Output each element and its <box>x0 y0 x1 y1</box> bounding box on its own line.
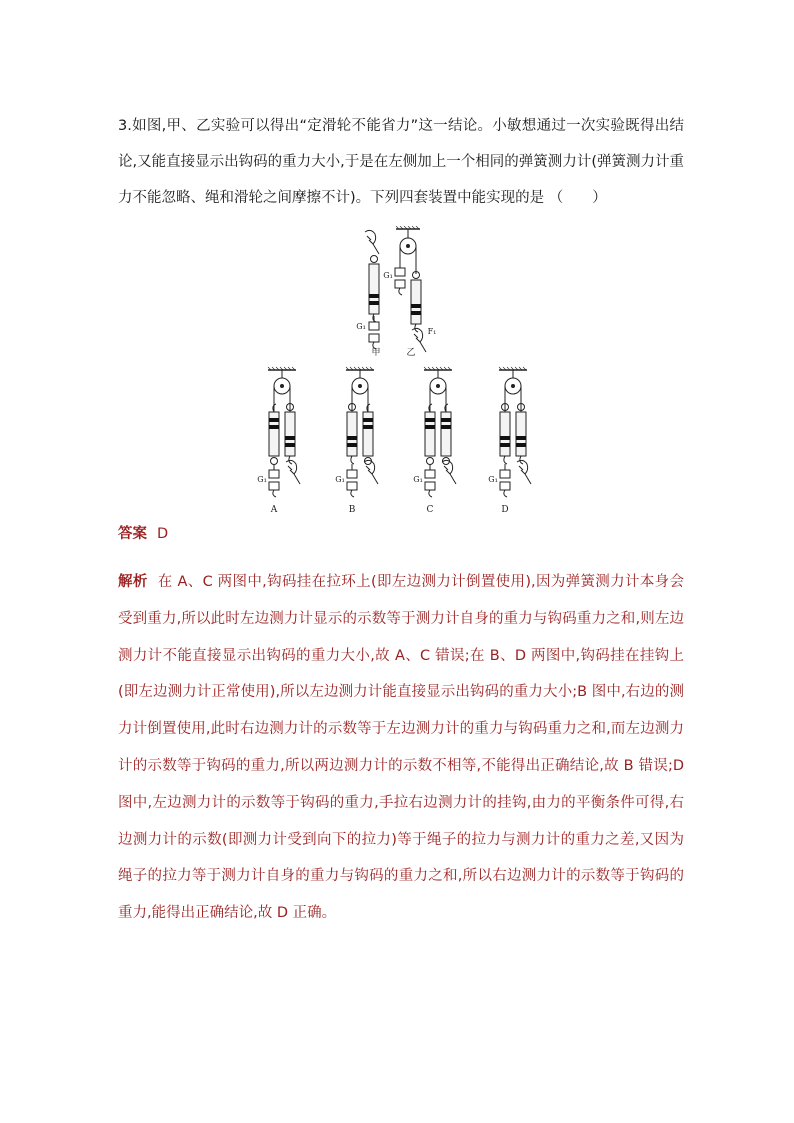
option-a-left-scale-band <box>269 425 279 429</box>
spring-scale-yi-band <box>411 311 421 315</box>
option-d-left-scale-band <box>500 436 510 440</box>
option-b-weight <box>347 470 357 478</box>
spring-scale-jia <box>369 264 379 314</box>
apparatus-figure <box>256 226 556 516</box>
option-a-left-scale-band <box>269 418 279 422</box>
weight-yi-hook <box>399 288 402 295</box>
option-d-left-scale-hook <box>504 456 507 464</box>
option-c-right-scale-band <box>441 418 451 422</box>
hand-icon <box>365 230 379 254</box>
option-d-weight <box>500 482 510 490</box>
explanation-text: 在 A、C 两图中,钩码挂在拉环上(即左边测力计倒置使用),因为弹簧测力计本身会受到重力,所以此时左边测力计显示的示数等于测力计自身的重力与钩码重力之和,则左边测力计不能直接显示出钩码的重力大小,故 A、C 错误;在 B、D 两图中,钩码挂在挂钩上(即左边测力计正常使用),所以左边测力计能直接显示出钩码的重力大小;B 图中,右边的测力计倒置使用,此时右边测力计的示数等于左边测力计的重力与钩码重力之和,而左边测力计的示数等于钩码的重力,所以两边测力计的示数不相等,不能得出正确结论,故 B 错误;D 图中,左边测力计的示数等于钩码的重力,手拉右边测力计的挂钩,由力的平衡条件可得,右边测力计的示数(即测力计受到向下的拉力)等于绳子的拉力与测力计的重力之差,又因为绳子的拉力等于测力计自身的重力与钩码的重力之和,所以右边测力计的示数等于钩码的重力,能得出正确结论,故 D 正确。 <box>118 574 685 922</box>
spring-scale-yi-band <box>411 304 421 308</box>
option-a-weight <box>269 470 279 478</box>
option-b-weight <box>347 482 357 490</box>
weight-yi <box>395 268 405 276</box>
option-b-label-g1: G₁ <box>335 475 345 484</box>
option-b-left-scale <box>347 412 357 456</box>
option-b-right-scale-band <box>363 425 373 429</box>
spring-scale-jia-band <box>369 294 379 298</box>
option-c-left-scale-band <box>425 425 435 429</box>
spring-scale-jia-band <box>369 301 379 305</box>
answer-label: 答案 <box>118 526 147 542</box>
hand-icon <box>286 460 300 484</box>
option-a-weight <box>269 482 279 490</box>
answer-value: D <box>157 526 169 542</box>
option-b-left-scale-band <box>347 436 357 440</box>
explanation-block <box>118 564 684 932</box>
option-b-left-scale-band <box>347 443 357 447</box>
option-d-left-scale <box>500 412 510 456</box>
pulley-diagrams <box>256 226 556 516</box>
explanation-label: 解析 <box>118 574 148 590</box>
option-a-pulley-axle <box>280 384 284 388</box>
label-jia: 甲 <box>371 348 381 358</box>
option-d-weight <box>500 470 510 478</box>
option-b-weight-hook <box>351 490 354 497</box>
option-a-right-scale <box>285 412 295 456</box>
option-c-label-g1: G₁ <box>413 475 423 484</box>
option-d-right-scale <box>516 412 526 456</box>
option-d-label: D <box>501 505 509 515</box>
option-c-left-scale-band <box>425 418 435 422</box>
option-d-left-scale-band <box>500 443 510 447</box>
option-d-right-scale-band <box>516 436 526 440</box>
option-d-label-g1: G₁ <box>488 475 498 484</box>
label-g1-yi: G₁ <box>383 271 393 280</box>
hand-icon <box>517 460 531 484</box>
answer-line <box>118 521 168 547</box>
label-g1-jia: G₁ <box>356 322 366 331</box>
question-text: 3.如图,甲、乙实验可以得出“定滑轮不能省力”这一结论。小敏想通过一次实验既得出结论,又能直接显示出钩码的重力大小,于是在左侧加上一个相同的弹簧测力计(弹簧测力计重力不能忽略、绳和滑轮之间摩擦不计)。下列四套装置中能实现的是 （ ） <box>118 118 684 206</box>
spring-scale-yi <box>411 280 421 324</box>
weight-jia <box>369 334 379 342</box>
option-b-label: B <box>348 505 356 515</box>
spring-scale-jia-ring <box>371 256 378 263</box>
option-c-label: C <box>426 505 434 515</box>
option-a-right-scale-band <box>285 436 295 440</box>
weight-yi <box>395 280 405 288</box>
figure-drawing <box>257 226 531 515</box>
option-a-right-scale-band <box>285 443 295 447</box>
option-a-label-g1: G₁ <box>257 475 267 484</box>
label-yi: 乙 <box>406 348 416 358</box>
option-b-right-scale-band <box>363 418 373 422</box>
option-d-right-scale-band <box>516 443 526 447</box>
option-a-label: A <box>270 505 278 515</box>
option-a-weight-hook <box>273 490 276 497</box>
option-b-pulley-axle <box>358 384 362 388</box>
option-b-left-scale-hook <box>351 456 354 464</box>
option-c-pulley-axle <box>436 384 440 388</box>
option-d-pulley-axle <box>511 384 515 388</box>
pulley-yi-axle <box>406 244 410 248</box>
option-c-weight <box>425 482 435 490</box>
option-c-right-scale-band <box>441 425 451 429</box>
option-c-left-scale-ring <box>427 458 434 465</box>
label-f1-yi: F₁ <box>427 327 437 336</box>
option-c-weight <box>425 470 435 478</box>
option-d-weight-hook <box>504 490 507 497</box>
option-a-left-scale-ring <box>271 458 278 465</box>
option-c-weight-hook <box>429 490 432 497</box>
weight-jia <box>369 322 379 330</box>
